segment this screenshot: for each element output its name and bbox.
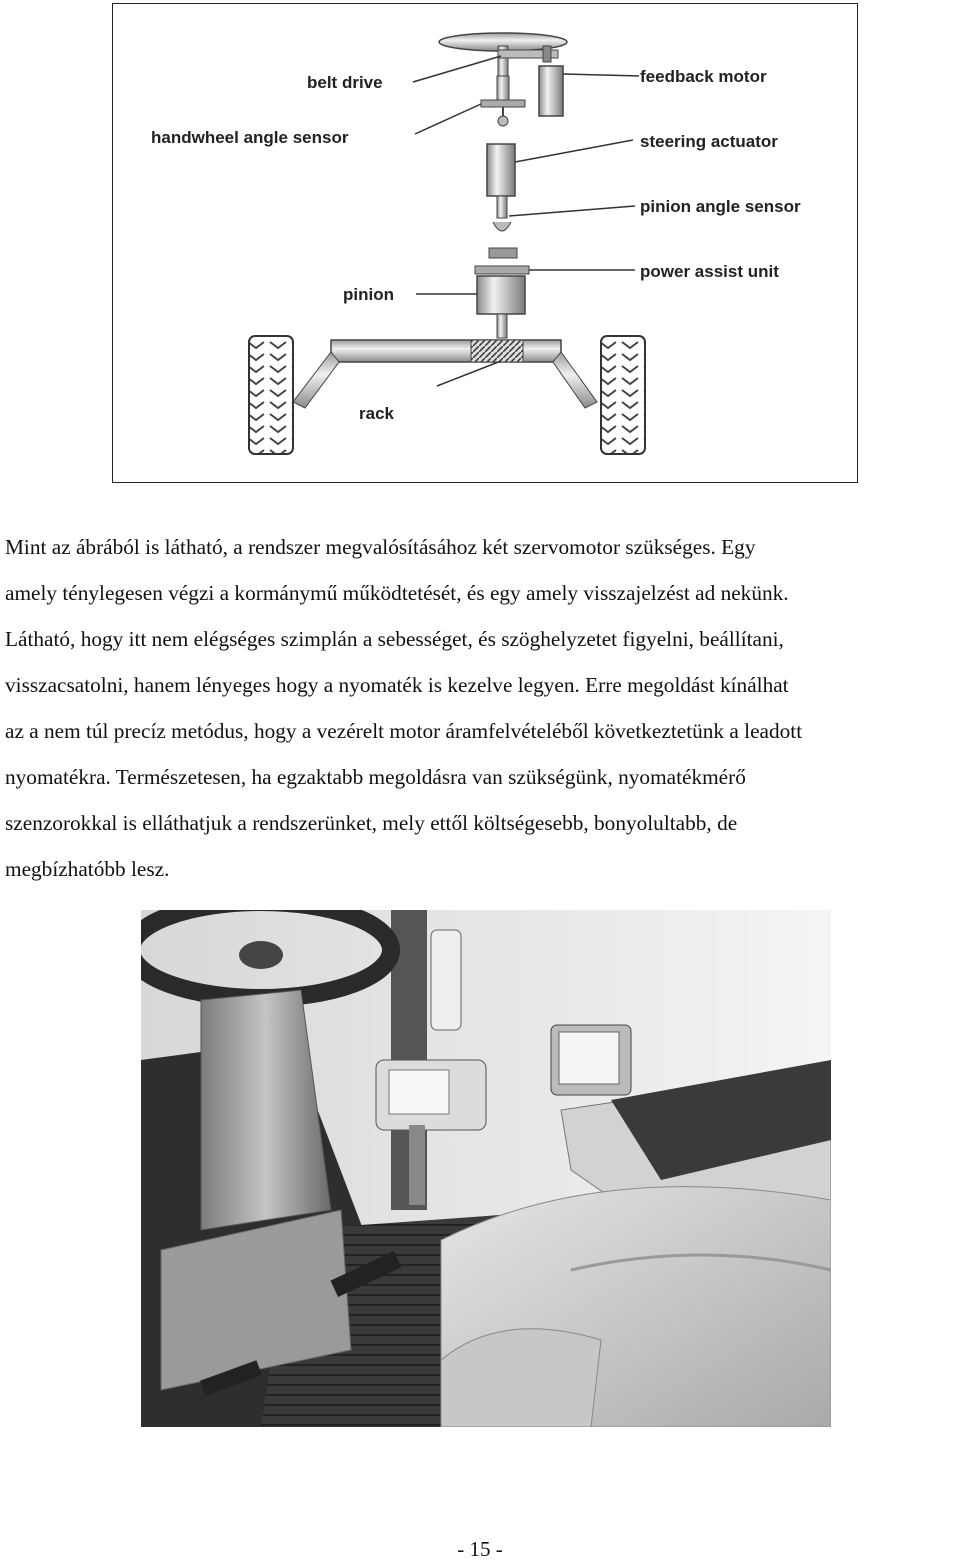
body-line: megbízhatóbb lesz.	[5, 857, 170, 881]
body-line: az a nem túl precíz metódus, hogy a vezérelt motor áramfelvételéből következtetünk a leadott	[5, 719, 803, 743]
label-pinion: pinion	[343, 285, 394, 304]
tractor-cab-photo	[141, 910, 831, 1427]
label-steering-actuator: steering actuator	[640, 132, 778, 151]
label-handwheel-angle-sensor: handwheel angle sensor	[151, 128, 349, 147]
tractor-cab-drawing	[141, 910, 831, 1427]
power-assist-unit-shape	[475, 248, 529, 274]
body-line: Látható, hogy itt nem elégséges szimplán a sebességet, és szöghelyzetet figyelni, beállítani,	[5, 627, 784, 651]
label-rack: rack	[359, 404, 394, 423]
pinion-angle-sensor-shape	[493, 196, 511, 231]
left-wheel-shape	[249, 336, 293, 454]
body-line: Mint az ábrából is látható, a rendszer megvalósításához két szervomotor szükséges. Egy	[5, 535, 756, 559]
right-wheel-shape	[601, 336, 645, 454]
label-belt-drive: belt drive	[307, 73, 383, 92]
page-number: - 15 -	[457, 1537, 503, 1561]
label-feedback-motor: feedback motor	[640, 67, 767, 86]
body-paragraph	[5, 524, 960, 892]
rack-shape	[293, 340, 597, 408]
label-power-assist-unit: power assist unit	[640, 262, 779, 281]
leader-lines	[413, 56, 639, 294]
feedback-motor-shape	[539, 66, 563, 116]
steering-actuator-shape	[487, 144, 515, 196]
pinion-shape	[477, 276, 525, 338]
body-line: visszacsatolni, hanem lényeges hogy a nyomaték is kezelve legyen. Erre megoldást kínálhat	[5, 673, 789, 697]
body-line: nyomatékra. Természetesen, ha egzaktabb megoldásra van szükségünk, nyomatékmérő	[5, 765, 746, 789]
diagram-drawing	[113, 4, 859, 484]
label-pinion-angle-sensor: pinion angle sensor	[640, 197, 801, 216]
steer-by-wire-diagram	[112, 3, 858, 483]
body-line: szenzorokkal is elláthatjuk a rendszerünket, mely ettől költségesebb, bonyolultabb, de	[5, 811, 738, 835]
handwheel-angle-sensor-shape	[481, 76, 525, 126]
body-line: amely ténylegesen végzi a kormánymű működtetését, és egy amely visszajelzést ad nekünk.	[5, 581, 789, 605]
